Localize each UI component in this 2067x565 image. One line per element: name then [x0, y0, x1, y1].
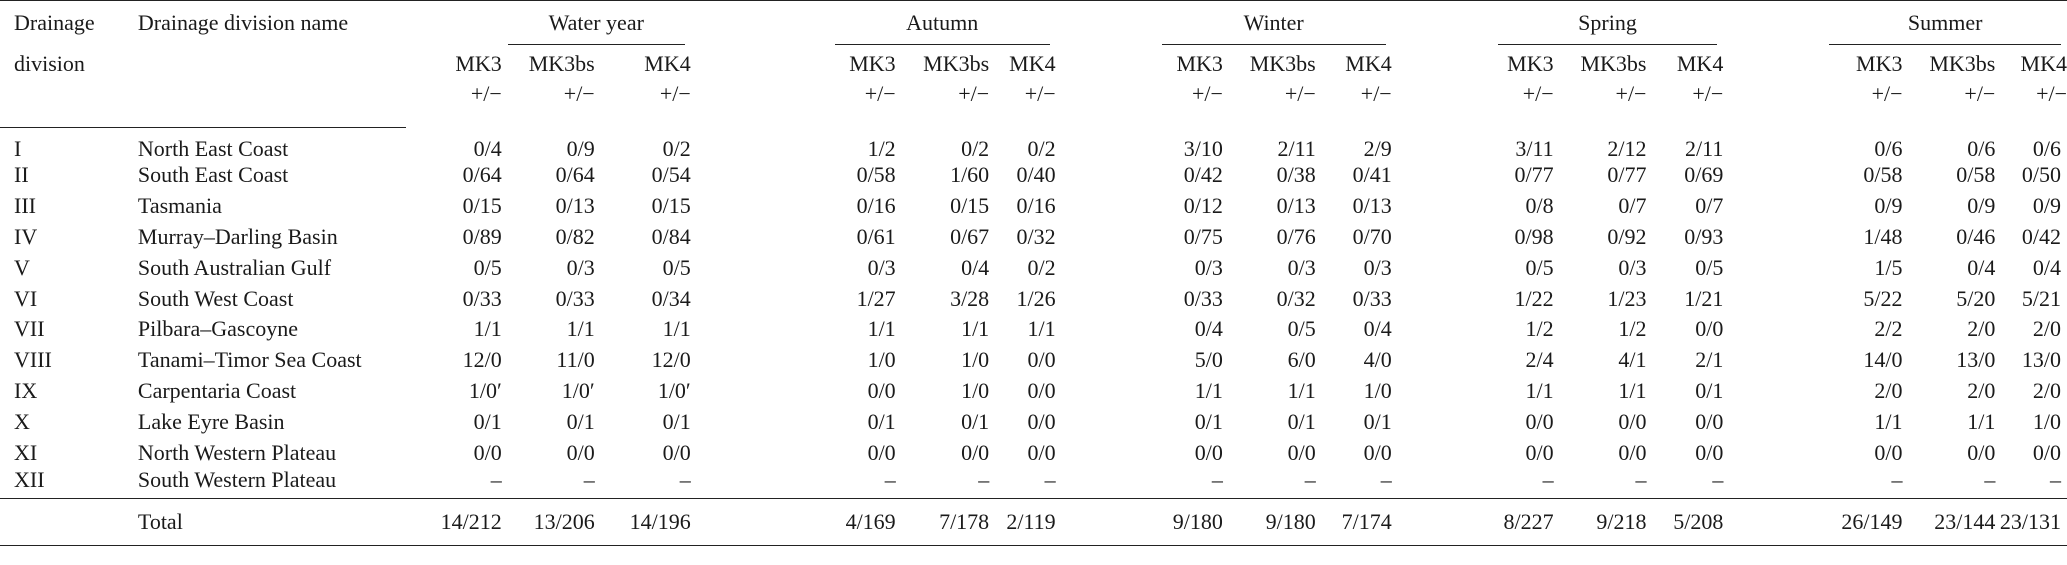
value-cell: 0/5	[1287, 316, 1316, 342]
value-cell: 1/0	[867, 347, 896, 373]
value-cell: 1/1	[1027, 316, 1056, 342]
value-cell: 1/1	[1287, 377, 1316, 403]
value-cell: –	[1380, 467, 1392, 493]
value-cell: 0/3	[1618, 254, 1647, 280]
value-cell: 0/12	[1183, 193, 1223, 219]
value-cell: 0/13	[1352, 193, 1392, 219]
value-cell: 4/1	[1618, 347, 1647, 373]
division-cell: VIII	[14, 347, 52, 373]
value-cell: –	[1984, 467, 1996, 493]
model-header: MK4	[1345, 50, 1392, 76]
value-cell: –	[490, 467, 502, 493]
value-cell: 2/1	[1695, 347, 1724, 373]
model-header: MK3bs	[528, 50, 595, 76]
col-division-line2: division	[14, 50, 85, 76]
value-cell: 0/93	[1684, 223, 1724, 249]
value-cell: 3/10	[1183, 135, 1223, 161]
division-name-cell: South West Coast	[137, 285, 294, 311]
value-cell: 1/27	[856, 285, 896, 311]
value-cell: 0/4	[2032, 254, 2061, 280]
model-header: MK3bs	[1580, 50, 1647, 76]
value-cell: 0/7	[1695, 193, 1724, 219]
value-cell: –	[1044, 467, 1056, 493]
value-cell: 0/77	[1514, 162, 1554, 188]
model-header: MK3	[1507, 50, 1554, 76]
value-cell: 0/9	[566, 135, 595, 161]
value-cell: 3/11	[1515, 135, 1554, 161]
total-cell: 7/178	[896, 499, 990, 546]
sign-header: +/−	[2036, 80, 2067, 106]
value-cell: 0/41	[1352, 162, 1392, 188]
division-name-cell: Murray–Darling Basin	[137, 223, 338, 249]
value-cell: 0/6	[1874, 135, 1903, 161]
value-cell: 0/7	[1618, 193, 1647, 219]
group-label: Spring	[1578, 9, 1637, 35]
value-cell: –	[1542, 467, 1554, 493]
group-autumn	[691, 1, 1056, 45]
division-cell: X	[14, 408, 30, 434]
value-cell: 1/1	[1967, 408, 1996, 434]
value-cell: 0/38	[1276, 162, 1316, 188]
value-cell: –	[679, 467, 691, 493]
value-cell: 0/6	[1967, 135, 1996, 161]
col-name-header: Drainage division name	[137, 9, 349, 35]
value-cell: 0/1	[1287, 408, 1316, 434]
value-cell: 0/64	[462, 162, 502, 188]
table-row	[0, 160, 2067, 191]
value-cell: 0/42	[1183, 162, 1223, 188]
value-cell: –	[1304, 467, 1316, 493]
value-cell: 0/58	[1863, 162, 1903, 188]
value-cell: 0/33	[1352, 285, 1392, 311]
value-cell: –	[884, 467, 896, 493]
value-cell: 5/0	[1194, 347, 1223, 373]
value-cell: 1/5	[1874, 254, 1903, 280]
value-cell: 1/0′	[657, 377, 691, 403]
value-cell: 1/21	[1684, 285, 1724, 311]
division-cell: V	[14, 254, 30, 280]
value-cell: 1/22	[1514, 285, 1554, 311]
value-cell: 0/13	[555, 193, 595, 219]
total-cell: 8/227	[1392, 499, 1554, 546]
division-name-cell: North Western Plateau	[137, 439, 337, 465]
value-cell: 0/16	[856, 193, 896, 219]
value-cell: 5/21	[2021, 285, 2061, 311]
value-cell: 1/1	[566, 316, 595, 342]
table-body	[0, 128, 2067, 499]
sign-header: +/−	[958, 80, 990, 106]
value-cell: 0/9	[1874, 193, 1903, 219]
value-cell: 0/1	[662, 408, 691, 434]
total-cell: 23/131	[1995, 499, 2067, 546]
value-cell: 2/0	[2032, 316, 2061, 342]
value-cell: 0/0	[1618, 439, 1647, 465]
value-cell: 2/11	[1685, 135, 1724, 161]
model-header: MK4	[2020, 50, 2067, 76]
value-cell: 14/0	[1863, 347, 1903, 373]
total-cell: 2/119	[989, 499, 1055, 546]
sign-header: +/−	[1871, 80, 1903, 106]
value-cell: 0/75	[1183, 223, 1223, 249]
value-cell: 1/2	[1618, 316, 1647, 342]
value-cell: 0/84	[651, 223, 691, 249]
division-cell: II	[14, 162, 29, 188]
value-cell: –	[1635, 467, 1647, 493]
model-header: MK4	[1676, 50, 1724, 76]
value-cell: 1/1	[867, 316, 896, 342]
total-row	[0, 499, 2067, 546]
value-cell: 1/2	[867, 135, 896, 161]
value-cell: 0/76	[1276, 223, 1316, 249]
table-row	[0, 283, 2067, 314]
value-cell: 0/0	[1363, 439, 1392, 465]
value-cell: 0/4	[961, 254, 990, 280]
value-cell: 1/0	[961, 377, 990, 403]
total-cell: 26/149	[1723, 499, 1902, 546]
value-cell: 6/0	[1287, 347, 1316, 373]
sign-header: +/−	[1964, 80, 1996, 106]
group-label: Winter	[1243, 9, 1304, 35]
group-label: Summer	[1907, 9, 1983, 35]
value-cell: 0/4	[1967, 254, 1996, 280]
value-cell: 0/5	[1695, 254, 1724, 280]
value-cell: 0/9	[2032, 193, 2061, 219]
value-cell: 2/0	[1874, 377, 1903, 403]
value-cell: 2/0	[1967, 316, 1996, 342]
division-name-cell: Pilbara–Gascoyne	[137, 316, 298, 342]
value-cell: 0/15	[651, 193, 691, 219]
value-cell: 1/1	[662, 316, 691, 342]
value-cell: 0/64	[555, 162, 595, 188]
table-row	[0, 128, 2067, 161]
value-cell: 5/20	[1956, 285, 1996, 311]
value-cell: 0/34	[651, 285, 691, 311]
value-cell: 0/58	[856, 162, 896, 188]
value-cell: 2/0	[2032, 377, 2061, 403]
value-cell: 0/9	[1967, 193, 1996, 219]
value-cell: 0/4	[1363, 316, 1392, 342]
value-cell: 0/1	[867, 408, 896, 434]
table-row	[0, 468, 2067, 499]
value-cell: 0/92	[1607, 223, 1647, 249]
value-cell: 1/48	[1863, 223, 1903, 249]
value-cell: 0/32	[1016, 223, 1056, 249]
division-name-cell: Lake Eyre Basin	[137, 408, 285, 434]
division-cell: XII	[14, 467, 45, 493]
col-division-line1: Drainage	[14, 9, 95, 35]
model-header: MK3	[1176, 50, 1223, 76]
table-row	[0, 345, 2067, 376]
division-cell: III	[14, 193, 36, 219]
value-cell: 0/0	[662, 439, 691, 465]
value-cell: 0/89	[462, 223, 502, 249]
value-cell: 0/50	[2021, 162, 2061, 188]
table-row	[0, 437, 2067, 468]
model-header: MK3bs	[1249, 50, 1316, 76]
value-cell: 0/16	[1016, 193, 1056, 219]
value-cell: 1/1	[961, 316, 990, 342]
total-label: Total	[138, 499, 406, 546]
division-name-cell: South East Coast	[137, 162, 289, 188]
sign-header: +/−	[1360, 80, 1392, 106]
value-cell: 0/1	[1363, 408, 1392, 434]
total-cell: 13/206	[502, 499, 595, 546]
value-cell: 0/98	[1514, 223, 1554, 249]
table-row	[0, 406, 2067, 437]
table-row	[0, 252, 2067, 283]
value-cell: 0/3	[566, 254, 595, 280]
total-cell: 4/169	[691, 499, 896, 546]
sign-header: +/−	[1522, 80, 1554, 106]
sign-header: +/−	[1284, 80, 1316, 106]
value-cell: 0/3	[1287, 254, 1316, 280]
value-cell: 0/0	[2032, 439, 2061, 465]
group-spring	[1392, 1, 1724, 45]
division-cell: VI	[14, 285, 38, 311]
group-label: Autumn	[906, 9, 979, 35]
total-cell: 14/212	[406, 499, 502, 546]
value-cell: 0/0	[1194, 439, 1223, 465]
value-cell: 0/2	[1027, 135, 1056, 161]
sign-header: +/−	[1615, 80, 1647, 106]
value-cell: 1/1	[473, 316, 502, 342]
value-cell: 2/9	[1363, 135, 1392, 161]
value-cell: 4/0	[1363, 347, 1392, 373]
value-cell: 0/33	[462, 285, 502, 311]
value-cell: 0/0	[1695, 439, 1724, 465]
value-cell: 2/4	[1525, 347, 1554, 373]
value-cell: –	[583, 467, 595, 493]
value-cell: 0/1	[961, 408, 990, 434]
value-cell: 0/58	[1956, 162, 1996, 188]
value-cell: 13/0	[2021, 347, 2061, 373]
sign-header: +/−	[563, 80, 595, 106]
value-cell: 0/5	[473, 254, 502, 280]
value-cell: 0/0	[1027, 347, 1056, 373]
division-cell: VII	[14, 316, 45, 342]
value-cell: 2/12	[1607, 135, 1647, 161]
value-cell: 0/61	[856, 223, 896, 249]
value-cell: 0/3	[1194, 254, 1223, 280]
value-cell: 0/6	[2032, 135, 2061, 161]
group-label: Water year	[548, 9, 644, 35]
value-cell: 1/0	[1363, 377, 1392, 403]
value-cell: 13/0	[1956, 347, 1996, 373]
group-summer	[1723, 1, 2067, 45]
value-cell: 0/2	[662, 135, 691, 161]
total-cell: 14/196	[595, 499, 691, 546]
model-header: MK3	[849, 50, 896, 76]
sign-header: +/−	[470, 80, 502, 106]
value-cell: 0/82	[555, 223, 595, 249]
value-cell: 0/0	[1695, 408, 1724, 434]
division-cell: IV	[14, 223, 38, 249]
value-cell: 0/69	[1684, 162, 1724, 188]
value-cell: 2/2	[1874, 316, 1903, 342]
table-footer	[0, 499, 2067, 546]
division-name-cell: South Western Plateau	[137, 467, 337, 493]
value-cell: –	[2050, 467, 2061, 493]
division-cell: XI	[14, 439, 38, 465]
value-cell: 0/3	[1363, 254, 1392, 280]
value-cell: 0/54	[651, 162, 691, 188]
value-cell: 0/1	[473, 408, 502, 434]
sign-header: +/−	[659, 80, 691, 106]
value-cell: 0/1	[1194, 408, 1223, 434]
value-cell: 0/2	[961, 135, 990, 161]
value-cell: 0/0	[1618, 408, 1647, 434]
value-cell: 0/15	[950, 193, 990, 219]
value-cell: 0/33	[1183, 285, 1223, 311]
table-row	[0, 191, 2067, 222]
value-cell: 0/5	[1525, 254, 1554, 280]
value-cell: 3/28	[950, 285, 990, 311]
value-cell: –	[1891, 467, 1903, 493]
value-cell: 1/2	[1525, 316, 1554, 342]
division-name-cell: Tasmania	[137, 193, 222, 219]
value-cell: –	[1712, 467, 1724, 493]
value-cell: 0/0	[1027, 408, 1056, 434]
value-cell: 0/1	[1695, 377, 1724, 403]
total-cell: 5/208	[1646, 499, 1723, 546]
value-cell: 0/3	[867, 254, 896, 280]
total-cell: 9/180	[1056, 499, 1223, 546]
value-cell: 0/0	[1027, 439, 1056, 465]
value-cell: –	[978, 467, 990, 493]
value-cell: 1/0	[961, 347, 990, 373]
value-cell: 0/0	[1525, 408, 1554, 434]
value-cell: 0/0	[1525, 439, 1554, 465]
value-cell: 5/22	[1863, 285, 1903, 311]
value-cell: 1/1	[1618, 377, 1647, 403]
value-cell: 0/0	[1967, 439, 1996, 465]
value-cell: 1/23	[1607, 285, 1647, 311]
total-cell: 23/144	[1903, 499, 1996, 546]
model-header: MK3bs	[1929, 50, 1996, 76]
value-cell: 0/77	[1607, 162, 1647, 188]
value-cell: 2/0	[1967, 377, 1996, 403]
value-cell: 0/4	[1194, 316, 1223, 342]
value-cell: 1/1	[1525, 377, 1554, 403]
value-cell: 0/46	[1956, 223, 1996, 249]
value-cell: 0/33	[555, 285, 595, 311]
division-name-cell: Tanami–Timor Sea Coast	[137, 347, 362, 373]
model-header: MK3bs	[923, 50, 990, 76]
value-cell: 12/0	[462, 347, 502, 373]
value-cell: 2/11	[1277, 135, 1316, 161]
value-cell: 0/42	[2021, 223, 2061, 249]
group-water-year	[406, 1, 691, 45]
value-cell: 0/13	[1276, 193, 1316, 219]
value-cell: 0/15	[462, 193, 502, 219]
value-cell: 0/40	[1016, 162, 1056, 188]
value-cell: 1/26	[1016, 285, 1056, 311]
model-header: MK4	[644, 50, 691, 76]
model-header: MK4	[1009, 50, 1056, 76]
value-cell: 0/0	[1695, 316, 1724, 342]
sign-header: +/−	[1024, 80, 1056, 106]
value-cell: 0/4	[473, 135, 502, 161]
value-cell: 0/0	[1287, 439, 1316, 465]
value-cell: 1/0′	[561, 377, 595, 403]
value-cell: 0/0	[1027, 377, 1056, 403]
model-header: MK3	[455, 50, 502, 76]
value-cell: 0/0	[566, 439, 595, 465]
table-row	[0, 376, 2067, 407]
sign-header: +/−	[864, 80, 896, 106]
value-cell: 1/60	[950, 162, 990, 188]
value-cell: 1/0′	[468, 377, 502, 403]
division-name-cell: South Australian Gulf	[137, 254, 332, 280]
value-cell: 0/1	[566, 408, 595, 434]
table-header	[0, 1, 2067, 128]
total-cell: 9/218	[1554, 499, 1647, 546]
value-cell: 1/1	[1874, 408, 1903, 434]
group-winter	[1056, 1, 1392, 45]
value-cell: 1/0	[2032, 408, 2061, 434]
value-cell: 0/8	[1525, 193, 1554, 219]
value-cell: 0/0	[961, 439, 990, 465]
value-cell: 0/0	[473, 439, 502, 465]
division-name-cell: North East Coast	[137, 136, 289, 161]
value-cell: 12/0	[651, 347, 691, 373]
sign-header: +/−	[1692, 80, 1724, 106]
value-cell: 0/70	[1352, 223, 1392, 249]
model-header: MK3	[1856, 50, 1903, 76]
division-cell: IX	[14, 377, 38, 403]
value-cell: 0/2	[1027, 254, 1056, 280]
value-cell: 0/32	[1276, 285, 1316, 311]
total-cell: 9/180	[1223, 499, 1316, 546]
value-cell: 1/1	[1194, 377, 1223, 403]
value-cell: 0/67	[950, 223, 990, 249]
value-cell: 0/0	[1874, 439, 1903, 465]
value-cell: –	[1211, 467, 1223, 493]
value-cell: 0/0	[867, 439, 896, 465]
value-cell: 0/5	[662, 254, 691, 280]
total-cell: 7/174	[1316, 499, 1392, 546]
sign-header: +/−	[1191, 80, 1223, 106]
value-cell: 11/0	[556, 347, 595, 373]
value-cell: 0/0	[867, 377, 896, 403]
division-cell: I	[14, 136, 22, 161]
table-row	[0, 222, 2067, 253]
division-name-cell: Carpentaria Coast	[137, 377, 297, 403]
table-row	[0, 314, 2067, 345]
